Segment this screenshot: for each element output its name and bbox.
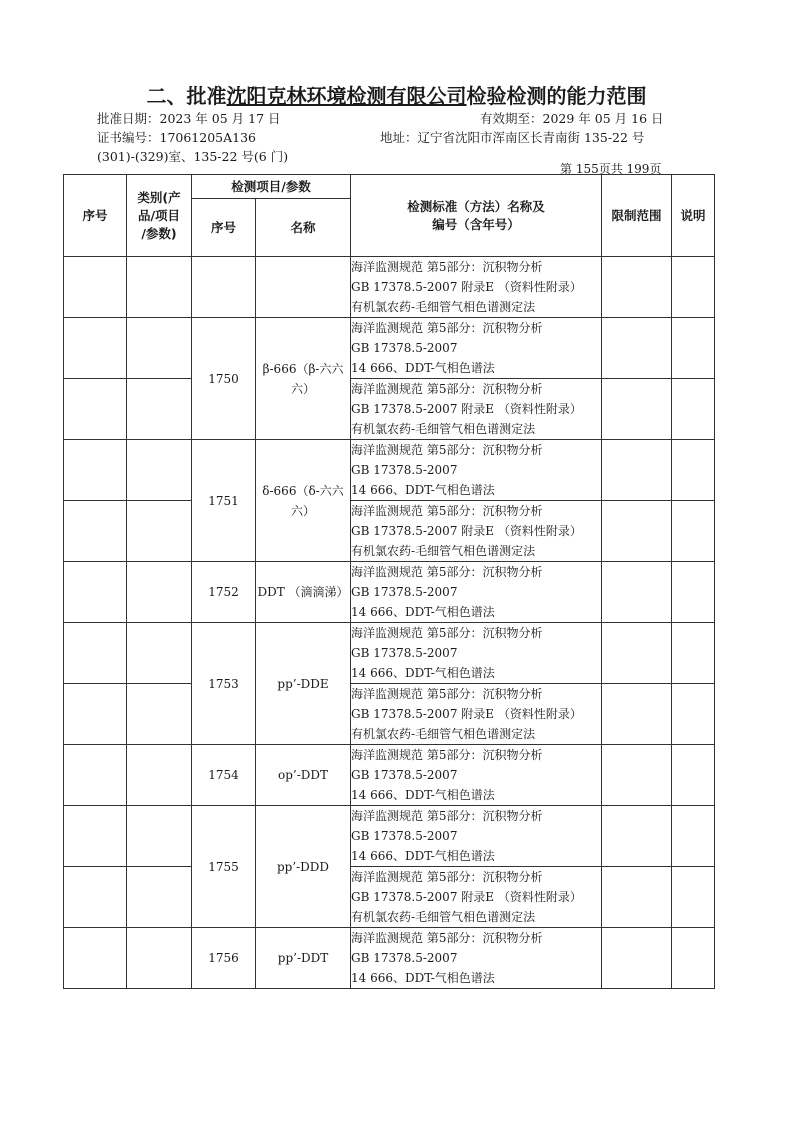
standard-cell bbox=[351, 684, 602, 745]
table-row bbox=[64, 867, 715, 928]
capability-table bbox=[63, 174, 715, 989]
header-category: 类别(产 品/项目 /参数) bbox=[127, 175, 192, 257]
standard-line: 海洋监测规范 第5部分：沉积物分析 bbox=[351, 870, 543, 884]
item-name-cell: β-666（β-六六六） bbox=[256, 318, 351, 440]
limit-cell bbox=[602, 257, 672, 318]
standard-cell bbox=[351, 501, 602, 562]
item-name-cell: pp’-DDD bbox=[256, 806, 351, 928]
title-suffix: 检验检测的能力范围 bbox=[466, 84, 647, 108]
limit-cell bbox=[602, 379, 672, 440]
table-row bbox=[64, 928, 715, 989]
standard-line: 有机氯农药-毛细管气相色谱测定法 bbox=[351, 544, 536, 558]
standard-line: 海洋监测规范 第5部分：沉积物分析 bbox=[351, 931, 543, 945]
standard-line: 14 666、DDT-气相色谱法 bbox=[351, 483, 495, 497]
category-cell bbox=[127, 867, 192, 928]
note-cell bbox=[672, 806, 715, 867]
standard-line: GB 17378.5-2007 bbox=[351, 829, 458, 843]
table-row bbox=[64, 745, 715, 806]
table-row bbox=[64, 684, 715, 745]
standard-line: GB 17378.5-2007 bbox=[351, 585, 458, 599]
standard-line: GB 17378.5-2007 附录E （资料性附录） bbox=[351, 890, 582, 904]
table-row bbox=[64, 440, 715, 501]
table-row bbox=[64, 257, 715, 318]
standard-line: 14 666、DDT-气相色谱法 bbox=[351, 361, 495, 375]
table-body bbox=[64, 257, 715, 989]
limit-cell bbox=[602, 806, 672, 867]
standard-line: GB 17378.5-2007 附录E （资料性附录） bbox=[351, 707, 582, 721]
category-cell bbox=[127, 379, 192, 440]
seq-cell bbox=[64, 745, 127, 806]
header-item-seq: 序号 bbox=[192, 199, 256, 257]
standard-cell bbox=[351, 867, 602, 928]
limit-cell bbox=[602, 623, 672, 684]
item-name-cell: DDT （滴滴涕） bbox=[256, 562, 351, 623]
header-seq: 序号 bbox=[64, 175, 127, 257]
seq-cell bbox=[64, 684, 127, 745]
item-seq-cell: 1750 bbox=[192, 318, 256, 440]
standard-line: GB 17378.5-2007 附录E （资料性附录） bbox=[351, 280, 582, 294]
table-row bbox=[64, 318, 715, 379]
standard-cell bbox=[351, 623, 602, 684]
standard-line: 有机氯农药-毛细管气相色谱测定法 bbox=[351, 300, 536, 314]
standard-line: 海洋监测规范 第5部分：沉积物分析 bbox=[351, 260, 543, 274]
standard-line: GB 17378.5-2007 bbox=[351, 341, 458, 355]
table-row bbox=[64, 501, 715, 562]
note-cell bbox=[672, 318, 715, 379]
limit-cell bbox=[602, 745, 672, 806]
seq-cell bbox=[64, 928, 127, 989]
standard-cell bbox=[351, 928, 602, 989]
table-row bbox=[64, 623, 715, 684]
category-cell bbox=[127, 501, 192, 562]
standard-line: 有机氯农药-毛细管气相色谱测定法 bbox=[351, 910, 536, 924]
seq-cell bbox=[64, 562, 127, 623]
standard-line: 14 666、DDT-气相色谱法 bbox=[351, 849, 495, 863]
item-name-cell: pp’-DDT bbox=[256, 928, 351, 989]
category-cell bbox=[127, 623, 192, 684]
standard-cell bbox=[351, 379, 602, 440]
standard-line: GB 17378.5-2007 bbox=[351, 646, 458, 660]
note-cell bbox=[672, 623, 715, 684]
limit-cell bbox=[602, 684, 672, 745]
table-row bbox=[64, 562, 715, 623]
header-standard: 检测标准（方法）名称及 编号（含年号） bbox=[351, 175, 602, 257]
standard-line: 海洋监测规范 第5部分：沉积物分析 bbox=[351, 809, 543, 823]
item-seq-cell: 1754 bbox=[192, 745, 256, 806]
note-cell bbox=[672, 867, 715, 928]
header-note: 说明 bbox=[672, 175, 715, 257]
category-cell bbox=[127, 806, 192, 867]
item-seq-cell: 1753 bbox=[192, 623, 256, 745]
standard-line: 海洋监测规范 第5部分：沉积物分析 bbox=[351, 321, 543, 335]
cert-no: 证书编号：17061205A136 bbox=[97, 130, 257, 145]
note-cell bbox=[672, 257, 715, 318]
standard-cell bbox=[351, 562, 602, 623]
seq-cell bbox=[64, 379, 127, 440]
category-cell bbox=[127, 745, 192, 806]
title-org: 沈阳克林环境检测有限公司 bbox=[226, 84, 467, 108]
standard-cell bbox=[351, 745, 602, 806]
table-row bbox=[64, 379, 715, 440]
standard-cell bbox=[351, 318, 602, 379]
limit-cell bbox=[602, 562, 672, 623]
item-name-cell: op’-DDT bbox=[256, 745, 351, 806]
item-name-cell: pp’-DDE bbox=[256, 623, 351, 745]
category-cell bbox=[127, 684, 192, 745]
limit-cell bbox=[602, 928, 672, 989]
valid-until: 有效期至：2029 年 05 月 16 日 bbox=[480, 111, 664, 126]
standard-line: 海洋监测规范 第5部分：沉积物分析 bbox=[351, 687, 543, 701]
title-prefix: 二、批准 bbox=[146, 84, 227, 108]
header-limit: 限制范围 bbox=[602, 175, 672, 257]
page-title bbox=[0, 80, 793, 109]
item-seq-cell: 1755 bbox=[192, 806, 256, 928]
standard-cell bbox=[351, 806, 602, 867]
standard-line: 14 666、DDT-气相色谱法 bbox=[351, 666, 495, 680]
standard-line: GB 17378.5-2007 bbox=[351, 463, 458, 477]
note-cell bbox=[672, 440, 715, 501]
standard-cell bbox=[351, 440, 602, 501]
seq-cell bbox=[64, 440, 127, 501]
note-cell bbox=[672, 379, 715, 440]
seq-cell bbox=[64, 318, 127, 379]
category-cell bbox=[127, 928, 192, 989]
category-cell bbox=[127, 562, 192, 623]
seq-cell bbox=[64, 257, 127, 318]
standard-line: 14 666、DDT-气相色谱法 bbox=[351, 971, 495, 985]
category-cell bbox=[127, 440, 192, 501]
note-cell bbox=[672, 745, 715, 806]
item-name-cell: δ-666（δ-六六六） bbox=[256, 440, 351, 562]
item-seq-cell: 1751 bbox=[192, 440, 256, 562]
standard-line: 海洋监测规范 第5部分：沉积物分析 bbox=[351, 626, 543, 640]
category-cell bbox=[127, 257, 192, 318]
item-seq-cell bbox=[192, 257, 256, 318]
approve-date: 批准日期：2023 年 05 月 17 日 bbox=[97, 111, 281, 126]
seq-cell bbox=[64, 501, 127, 562]
standard-line: 14 666、DDT-气相色谱法 bbox=[351, 788, 495, 802]
standard-line: 海洋监测规范 第5部分：沉积物分析 bbox=[351, 748, 543, 762]
limit-cell bbox=[602, 867, 672, 928]
address-cont: (301)-(329)室、135-22 号(6 门) bbox=[97, 149, 289, 164]
standard-line: GB 17378.5-2007 附录E （资料性附录） bbox=[351, 402, 582, 416]
standard-line: GB 17378.5-2007 附录E （资料性附录） bbox=[351, 524, 582, 538]
limit-cell bbox=[602, 318, 672, 379]
seq-cell bbox=[64, 867, 127, 928]
note-cell bbox=[672, 562, 715, 623]
note-cell bbox=[672, 928, 715, 989]
standard-line: 有机氯农药-毛细管气相色谱测定法 bbox=[351, 727, 536, 741]
standard-line: GB 17378.5-2007 bbox=[351, 951, 458, 965]
item-seq-cell: 1752 bbox=[192, 562, 256, 623]
limit-cell bbox=[602, 501, 672, 562]
item-seq-cell: 1756 bbox=[192, 928, 256, 989]
table-row bbox=[64, 806, 715, 867]
header-item-name: 名称 bbox=[256, 199, 351, 257]
address: 地址：辽宁省沈阳市浑南区长青南街 135-22 号 bbox=[380, 130, 645, 145]
header-item-group: 检测项目/参数 bbox=[192, 175, 351, 199]
standard-cell bbox=[351, 257, 602, 318]
seq-cell bbox=[64, 623, 127, 684]
category-cell bbox=[127, 318, 192, 379]
standard-line: 海洋监测规范 第5部分：沉积物分析 bbox=[351, 443, 543, 457]
standard-line: 海洋监测规范 第5部分：沉积物分析 bbox=[351, 565, 543, 579]
note-cell bbox=[672, 684, 715, 745]
standard-line: 海洋监测规范 第5部分：沉积物分析 bbox=[351, 504, 543, 518]
limit-cell bbox=[602, 440, 672, 501]
seq-cell bbox=[64, 806, 127, 867]
item-name-cell bbox=[256, 257, 351, 318]
standard-line: 14 666、DDT-气相色谱法 bbox=[351, 605, 495, 619]
standard-line: 海洋监测规范 第5部分：沉积物分析 bbox=[351, 382, 543, 396]
page-info: 第 155页共 199页 bbox=[560, 162, 662, 176]
standard-line: GB 17378.5-2007 bbox=[351, 768, 458, 782]
standard-line: 有机氯农药-毛细管气相色谱测定法 bbox=[351, 422, 536, 436]
note-cell bbox=[672, 501, 715, 562]
